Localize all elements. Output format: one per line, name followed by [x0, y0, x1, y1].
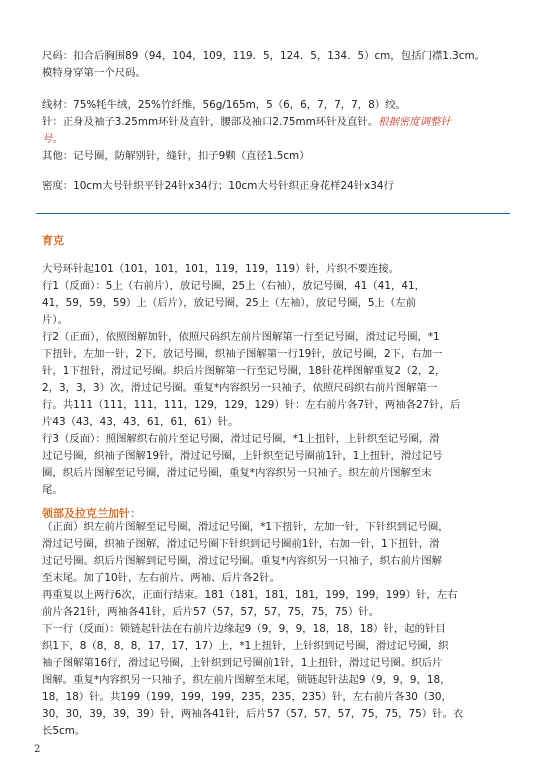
text-line: 袖子图解第16行，滑过记号圈，上针织到记号圈前1针，1上扭针，滑过记号圈。织后片: [42, 657, 443, 669]
gauge-line: 密度：10cm大号针织平针24针x34行；10cm大号针织正身花样24针x34行: [42, 180, 394, 192]
text-line: 41，59，59，59）上（后片），放记号圈，25上（左袖），放记号圈，5上（左前: [42, 297, 417, 309]
text-line: 30，30，39，39，39）针，两袖各41针，后片57（57，57，57，75，75，75）针。衣: [42, 708, 464, 720]
text-line: 片43（43，43，43，61，61，61）针。: [42, 416, 239, 428]
text-line: 织1下，8（8，8，8，17，17，17）上，*1上扭针，上针织到记号圈，滑过记号圈，织: [42, 640, 449, 652]
yoke-body: [42, 261, 510, 499]
text-line: 片）。: [42, 314, 68, 326]
text-line: 尾。: [42, 484, 63, 496]
text-line: 前片各21针，两袖各41针，后片57（57，57，57，75，75，75）针。: [42, 606, 380, 618]
text-line: 大号环针起101（101，101，101，119，119，119）针，片织不要连接。: [42, 263, 400, 275]
size-note: 模特身穿第一个尺码。: [42, 67, 146, 79]
text-line: 针，1下扭针，滑过记号圈。织后片图解第一行至记号圈，18针花样图解重复2（2，2，: [42, 365, 446, 377]
needles-text: 针：正身及袖子3.25mm环针及直针，腰部及袖口2.75mm环针及直针。: [42, 116, 379, 128]
needles-line: [42, 114, 510, 131]
text-line: 至末尾。加了10针，左右前片、两袖、后片各2针。: [42, 572, 281, 584]
text-line: 2，3，3，3）次，滑过记号圈。重复*内容织另一只袖子，依照尺码织右前片图解第一: [42, 382, 438, 394]
yoke-title: 育克: [42, 234, 64, 247]
text-line: 过记号圈，织袖子图解19针，滑过记号圈，上针织至记号圈前1针，1上扭针，滑过记号: [42, 450, 443, 462]
text-line: 行1（反面）：5上（右前片），放记号圈，25上（右袖），放记号圈，41（41，41，: [42, 280, 426, 292]
section-divider: [36, 213, 510, 214]
needles-note-continued: 号。: [42, 133, 63, 145]
materials-section: [42, 97, 510, 165]
text-line: 长5cm。: [42, 725, 86, 737]
text-line: 圈，织后片图解至记号圈，滑过记号圈，重复*内容织另一只袖子。织左前片图解至末: [42, 467, 432, 479]
page-number: 2: [34, 744, 41, 755]
gauge-section: [42, 178, 510, 195]
yarn-line: 线材：75%牦牛绒，25%竹纤维，56g/165m，5（6，6，7，7，7，8）绞。: [42, 99, 406, 111]
text-line: （正面）织左前片图解至记号圈，滑过记号圈，*1下扭针，左加一针，下针织到记号圈，: [42, 521, 449, 533]
size-section: [42, 48, 510, 82]
text-line: 图解。重复*内容织另一只袖子，织左前片图解至末尾，锁链起针法起9（9，9，9，18，: [42, 674, 451, 686]
needles-note: 根据密度调整针: [378, 116, 451, 128]
text-line: 滑过记号圈，织袖子图解，滑过记号圈下针织到记号圈前1针，右加一针，1下扭针，滑: [42, 538, 440, 550]
neck-title: 领部及拉克兰加针：: [42, 507, 141, 520]
text-line: 行3（反面）：照图解织右前片至记号圈，滑过记号圈，*1上扭针，上针织至记号圈，滑: [42, 433, 440, 445]
text-line: 行。共111（111，111，111，129，129，129）针：左右前片各7针，两袖各27针，后: [42, 399, 461, 411]
other-supplies-line: 其他：记号圈，防解别针，缝针，扣子9颗（直径1.5cm）: [42, 150, 310, 162]
text-line: 行2（正面），依照图解加针，依照尺码织左前片图解第一行至记号圈，滑过记号圈，*1: [42, 331, 440, 343]
text-line: 下一行（反面）：锁链起针法在右前片边缘起9（9，9，9，18，18，18）针，起的针目: [42, 623, 446, 635]
text-line: 再重复以上两行6次，正面行结束。181（181，181，181，199，199，199）针，左右: [42, 589, 458, 601]
text-line: 18，18）针。共199（199，199，199，235，235，235）针，左右前片各30（30，: [42, 691, 452, 703]
text-line: 下扭针，左加一针，2下，放记号圈，织袖子图解第一行19针，放记号圈，2下，右加一: [42, 348, 443, 360]
size-line: 尺码：扣合后胸围89（94，104，109，119．5，124．5，134．5）cm，包括门襟1.3cm。: [42, 50, 486, 62]
text-line: 过记号圈。织后片图解到记号圈，滑过记号圈。重复*内容织另一只袖子，织右前片图解: [42, 555, 443, 567]
neck-body: [42, 519, 510, 740]
